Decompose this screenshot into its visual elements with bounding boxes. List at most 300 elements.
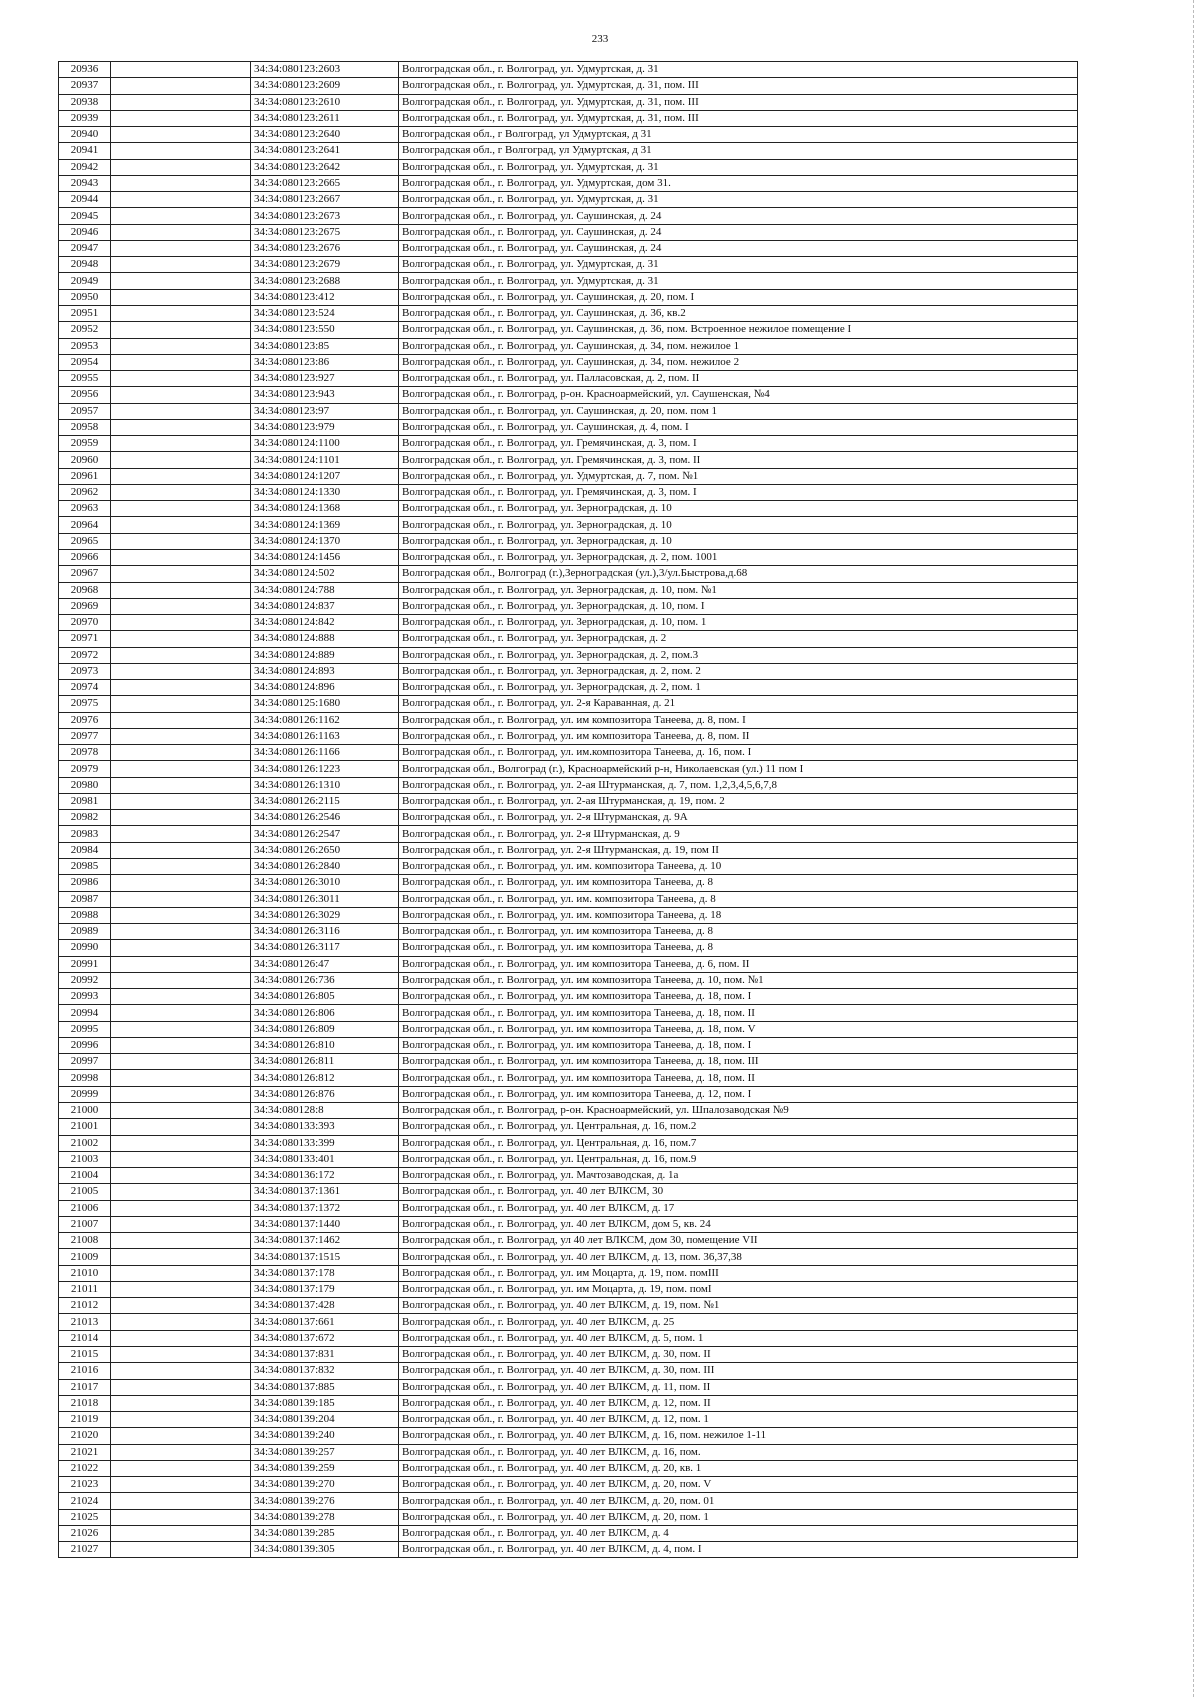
row-number-cell: 20966 bbox=[59, 549, 111, 565]
empty-cell bbox=[111, 192, 251, 208]
cadastral-number-cell: 34:34:080124:1368 bbox=[251, 501, 399, 517]
table-row bbox=[59, 143, 1078, 159]
cadastral-number-cell: 34:34:080126:811 bbox=[251, 1054, 399, 1070]
cadastral-number-cell: 34:34:080126:3116 bbox=[251, 924, 399, 940]
empty-cell bbox=[111, 956, 251, 972]
empty-cell bbox=[111, 891, 251, 907]
row-number-cell: 21010 bbox=[59, 1265, 111, 1281]
address-cell: Волгоградская обл., г. Волгоград, ул. Палласовская, д. 2, пом. II bbox=[399, 371, 1078, 387]
empty-cell bbox=[111, 842, 251, 858]
address-cell: Волгоградская обл., г. Волгоград, ул. 40 лет ВЛКСМ, д. 4, пом. I bbox=[399, 1542, 1078, 1558]
address-cell: Волгоградская обл., г. Волгоград, ул. им Моцарта, д. 19, пом. помI bbox=[399, 1281, 1078, 1297]
row-number-cell: 20974 bbox=[59, 680, 111, 696]
cadastral-number-cell: 34:34:080139:278 bbox=[251, 1509, 399, 1525]
cadastral-number-cell: 34:34:080126:3011 bbox=[251, 891, 399, 907]
empty-cell bbox=[111, 371, 251, 387]
address-cell: Волгоградская обл., г. Волгоград, ул. Зерноградская, д. 10, пом. 1 bbox=[399, 615, 1078, 631]
empty-cell bbox=[111, 338, 251, 354]
empty-cell bbox=[111, 1021, 251, 1037]
row-number-cell: 21003 bbox=[59, 1151, 111, 1167]
table-row bbox=[59, 777, 1078, 793]
table-row bbox=[59, 1037, 1078, 1053]
row-number-cell: 21019 bbox=[59, 1412, 111, 1428]
cadastral-number-cell: 34:34:080124:788 bbox=[251, 582, 399, 598]
address-cell: Волгоградская обл., г. Волгоград, ул. Зерноградская, д. 2, пом. 2 bbox=[399, 663, 1078, 679]
address-cell: Волгоградская обл., г. Волгоград, ул. им композитора Танеева, д. 8 bbox=[399, 940, 1078, 956]
empty-cell bbox=[111, 110, 251, 126]
row-number-cell: 21014 bbox=[59, 1330, 111, 1346]
cadastral-number-cell: 34:34:080124:888 bbox=[251, 631, 399, 647]
row-number-cell: 21012 bbox=[59, 1298, 111, 1314]
cadastral-number-cell: 34:34:080126:2115 bbox=[251, 793, 399, 809]
empty-cell bbox=[111, 696, 251, 712]
address-cell: Волгоградская обл., г. Волгоград, ул. им композитора Танеева, д. 10, пом. №1 bbox=[399, 972, 1078, 988]
cadastral-number-cell: 34:34:080123:2611 bbox=[251, 110, 399, 126]
address-cell: Волгоградская обл., г. Волгоград, ул. 40 лет ВЛКСМ, д. 25 bbox=[399, 1314, 1078, 1330]
table-row bbox=[59, 940, 1078, 956]
table-row bbox=[59, 891, 1078, 907]
table-row bbox=[59, 1542, 1078, 1558]
cadastral-number-cell: 34:34:080126:876 bbox=[251, 1086, 399, 1102]
empty-cell bbox=[111, 289, 251, 305]
empty-cell bbox=[111, 1151, 251, 1167]
address-cell: Волгоградская обл., г. Волгоград, ул. 40 лет ВЛКСМ, д. 13, пом. 36,37,38 bbox=[399, 1249, 1078, 1265]
scan-edge-line bbox=[1193, 0, 1194, 1697]
row-number-cell: 20948 bbox=[59, 257, 111, 273]
address-cell: Волгоградская обл., г. Волгоград, ул. им композитора Танеева, д. 8 bbox=[399, 875, 1078, 891]
address-cell: Волгоградская обл., г. Волгоград, ул. Саушинская, д. 24 bbox=[399, 208, 1078, 224]
table-row bbox=[59, 1021, 1078, 1037]
empty-cell bbox=[111, 208, 251, 224]
address-cell: Волгоградская обл., г. Волгоград, ул. 40 лет ВЛКСМ, д. 16, пом. нежилое 1-11 bbox=[399, 1428, 1078, 1444]
cadastral-number-cell: 34:34:080126:1162 bbox=[251, 712, 399, 728]
row-number-cell: 21015 bbox=[59, 1346, 111, 1362]
table-row bbox=[59, 680, 1078, 696]
row-number-cell: 20941 bbox=[59, 143, 111, 159]
empty-cell bbox=[111, 1346, 251, 1362]
row-number-cell: 20959 bbox=[59, 436, 111, 452]
address-cell: Волгоградская обл., г. Волгоград, ул. 40 лет ВЛКСМ, д. 5, пом. 1 bbox=[399, 1330, 1078, 1346]
table-row bbox=[59, 598, 1078, 614]
table-row bbox=[59, 1428, 1078, 1444]
row-number-cell: 20957 bbox=[59, 403, 111, 419]
cadastral-number-cell: 34:34:080126:47 bbox=[251, 956, 399, 972]
cadastral-number-cell: 34:34:080123:97 bbox=[251, 403, 399, 419]
table-row bbox=[59, 1281, 1078, 1297]
row-number-cell: 20942 bbox=[59, 159, 111, 175]
row-number-cell: 21008 bbox=[59, 1233, 111, 1249]
address-cell: Волгоградская обл., г. Волгоград, ул. 40 лет ВЛКСМ, д. 30, пом. II bbox=[399, 1346, 1078, 1362]
table-row bbox=[59, 1379, 1078, 1395]
empty-cell bbox=[111, 566, 251, 582]
address-cell: Волгоградская обл., г. Волгоград, ул. Центральная, д. 16, пом.2 bbox=[399, 1119, 1078, 1135]
table-row bbox=[59, 517, 1078, 533]
row-number-cell: 21009 bbox=[59, 1249, 111, 1265]
empty-cell bbox=[111, 143, 251, 159]
row-number-cell: 20978 bbox=[59, 745, 111, 761]
address-cell: Волгоградская обл., г. Волгоград, ул. Удмуртская, д. 31 bbox=[399, 257, 1078, 273]
address-cell: Волгоградская обл., г. Волгоград, ул. Мачтозаводская, д. 1а bbox=[399, 1168, 1078, 1184]
address-cell: Волгоградская обл., г. Волгоград, ул. 2-ая Штурманская, д. 7, пом. 1,2,3,4,5,6,7,8 bbox=[399, 777, 1078, 793]
table-row bbox=[59, 1493, 1078, 1509]
row-number-cell: 21026 bbox=[59, 1525, 111, 1541]
cadastral-number-cell: 34:34:080137:1462 bbox=[251, 1233, 399, 1249]
cadastral-number-cell: 34:34:080137:1361 bbox=[251, 1184, 399, 1200]
table-row bbox=[59, 549, 1078, 565]
row-number-cell: 20961 bbox=[59, 468, 111, 484]
row-number-cell: 20965 bbox=[59, 533, 111, 549]
table-row bbox=[59, 322, 1078, 338]
address-cell: Волгоградская обл., г Волгоград, ул Удмуртская, д 31 bbox=[399, 127, 1078, 143]
address-cell: Волгоградская обл., г. Волгоград, ул. Зерноградская, д. 2, пом. 1 bbox=[399, 680, 1078, 696]
table-row bbox=[59, 1216, 1078, 1232]
empty-cell bbox=[111, 728, 251, 744]
page-number: 233 bbox=[591, 33, 609, 45]
address-cell: Волгоградская обл., г. Волгоград, ул. 40 лет ВЛКСМ, д. 20, пом. V bbox=[399, 1477, 1078, 1493]
cadastral-number-cell: 34:34:080137:178 bbox=[251, 1265, 399, 1281]
address-cell: Волгоградская обл., г. Волгоград, ул. 40 лет ВЛКСМ, д. 19, пом. №1 bbox=[399, 1298, 1078, 1314]
table-row bbox=[59, 647, 1078, 663]
address-cell: Волгоградская обл., г. Волгоград, ул. Саушинская, д. 36, кв.2 bbox=[399, 305, 1078, 321]
cadastral-number-cell: 34:34:080124:842 bbox=[251, 615, 399, 631]
cadastral-number-cell: 34:34:080123:412 bbox=[251, 289, 399, 305]
empty-cell bbox=[111, 127, 251, 143]
cadastral-number-cell: 34:34:080126:1163 bbox=[251, 728, 399, 744]
address-cell: Волгоградская обл., г. Волгоград, ул. 40 лет ВЛКСМ, 30 bbox=[399, 1184, 1078, 1200]
row-number-cell: 20980 bbox=[59, 777, 111, 793]
table-row bbox=[59, 1054, 1078, 1070]
row-number-cell: 21011 bbox=[59, 1281, 111, 1297]
table-row bbox=[59, 273, 1078, 289]
table-row bbox=[59, 989, 1078, 1005]
address-cell: Волгоградская обл., г. Волгоград, ул. им.композитора Танеева, д. 16, пом. I bbox=[399, 745, 1078, 761]
address-cell: Волгоградская обл., г. Волгоград, ул. им композитора Танеева, д. 18, пом. III bbox=[399, 1054, 1078, 1070]
table-row bbox=[59, 1477, 1078, 1493]
address-cell: Волгоградская обл., Волгоград (г.), Красноармейский р-н, Николаевская (ул.) 11 пом I bbox=[399, 761, 1078, 777]
empty-cell bbox=[111, 78, 251, 94]
address-cell: Волгоградская обл., г. Волгоград, ул. Саушинская, д. 36, пом. Встроенное нежилое помещение I bbox=[399, 322, 1078, 338]
table-row bbox=[59, 924, 1078, 940]
row-number-cell: 20970 bbox=[59, 615, 111, 631]
cadastral-number-cell: 34:34:080126:2546 bbox=[251, 810, 399, 826]
address-cell: Волгоградская обл., г. Волгоград, ул. Зерноградская, д. 2, пом. 1001 bbox=[399, 549, 1078, 565]
cadastral-number-cell: 34:34:080124:1370 bbox=[251, 533, 399, 549]
cadastral-number-cell: 34:34:080139:276 bbox=[251, 1493, 399, 1509]
row-number-cell: 20945 bbox=[59, 208, 111, 224]
empty-cell bbox=[111, 549, 251, 565]
table-row bbox=[59, 1265, 1078, 1281]
table-row bbox=[59, 1070, 1078, 1086]
cadastral-number-cell: 34:34:080126:806 bbox=[251, 1005, 399, 1021]
address-cell: Волгоградская обл., г. Волгоград, ул. 40 лет ВЛКСМ, д. 20, пом. 01 bbox=[399, 1493, 1078, 1509]
empty-cell bbox=[111, 1070, 251, 1086]
empty-cell bbox=[111, 468, 251, 484]
table-row bbox=[59, 159, 1078, 175]
cadastral-number-cell: 34:34:080139:204 bbox=[251, 1412, 399, 1428]
table-row bbox=[59, 240, 1078, 256]
row-number-cell: 20964 bbox=[59, 517, 111, 533]
row-number-cell: 20951 bbox=[59, 305, 111, 321]
table-row bbox=[59, 1233, 1078, 1249]
empty-cell bbox=[111, 940, 251, 956]
cadastral-number-cell: 34:34:080139:185 bbox=[251, 1395, 399, 1411]
row-number-cell: 20996 bbox=[59, 1037, 111, 1053]
row-number-cell: 20963 bbox=[59, 501, 111, 517]
row-number-cell: 20975 bbox=[59, 696, 111, 712]
row-number-cell: 20936 bbox=[59, 62, 111, 78]
address-cell: Волгоградская обл., г. Волгоград, ул. Зерноградская, д. 10 bbox=[399, 517, 1078, 533]
empty-cell bbox=[111, 989, 251, 1005]
row-number-cell: 20944 bbox=[59, 192, 111, 208]
empty-cell bbox=[111, 907, 251, 923]
address-cell: Волгоградская обл., г. Волгоград, ул 40 лет ВЛКСМ, дом 30, помещение VII bbox=[399, 1233, 1078, 1249]
table-row bbox=[59, 826, 1078, 842]
cadastral-number-cell: 34:34:080123:927 bbox=[251, 371, 399, 387]
table-row bbox=[59, 1460, 1078, 1476]
cadastral-number-cell: 34:34:080126:2650 bbox=[251, 842, 399, 858]
row-number-cell: 21025 bbox=[59, 1509, 111, 1525]
row-number-cell: 21002 bbox=[59, 1135, 111, 1151]
cadastral-number-cell: 34:34:080123:85 bbox=[251, 338, 399, 354]
table-row bbox=[59, 208, 1078, 224]
row-number-cell: 20949 bbox=[59, 273, 111, 289]
table-row bbox=[59, 257, 1078, 273]
row-number-cell: 20993 bbox=[59, 989, 111, 1005]
empty-cell bbox=[111, 452, 251, 468]
address-cell: Волгоградская обл., Волгоград (г.),Зерноградская (ул.),3/ул.Быстрова,д.68 bbox=[399, 566, 1078, 582]
address-cell: Волгоградская обл., г. Волгоград, ул. 2-я Штурманская, д. 19, пом II bbox=[399, 842, 1078, 858]
row-number-cell: 20940 bbox=[59, 127, 111, 143]
cadastral-number-cell: 34:34:080137:1440 bbox=[251, 1216, 399, 1232]
empty-cell bbox=[111, 354, 251, 370]
row-number-cell: 20960 bbox=[59, 452, 111, 468]
empty-cell bbox=[111, 501, 251, 517]
empty-cell bbox=[111, 745, 251, 761]
empty-cell bbox=[111, 1509, 251, 1525]
row-number-cell: 20982 bbox=[59, 810, 111, 826]
cadastral-number-cell: 34:34:080136:172 bbox=[251, 1168, 399, 1184]
empty-cell bbox=[111, 663, 251, 679]
cadastral-number-cell: 34:34:080126:812 bbox=[251, 1070, 399, 1086]
address-cell: Волгоградская обл., г. Волгоград, ул. Саушинская, д. 20, пом. I bbox=[399, 289, 1078, 305]
row-number-cell: 20985 bbox=[59, 859, 111, 875]
empty-cell bbox=[111, 1395, 251, 1411]
empty-cell bbox=[111, 517, 251, 533]
cadastral-number-cell: 34:34:080123:2610 bbox=[251, 94, 399, 110]
row-number-cell: 20981 bbox=[59, 793, 111, 809]
cadastral-number-cell: 34:34:080137:1372 bbox=[251, 1200, 399, 1216]
cadastral-number-cell: 34:34:080123:2640 bbox=[251, 127, 399, 143]
row-number-cell: 20943 bbox=[59, 175, 111, 191]
table-row bbox=[59, 1200, 1078, 1216]
empty-cell bbox=[111, 322, 251, 338]
table-row bbox=[59, 663, 1078, 679]
row-number-cell: 20995 bbox=[59, 1021, 111, 1037]
table-row bbox=[59, 728, 1078, 744]
empty-cell bbox=[111, 793, 251, 809]
records-body bbox=[59, 62, 1078, 1558]
address-cell: Волгоградская обл., г. Волгоград, ул. им композитора Танеева, д. 12, пом. I bbox=[399, 1086, 1078, 1102]
address-cell: Волгоградская обл., г. Волгоград, ул. Саушинская, д. 24 bbox=[399, 224, 1078, 240]
empty-cell bbox=[111, 257, 251, 273]
table-row bbox=[59, 354, 1078, 370]
table-row bbox=[59, 1249, 1078, 1265]
table-row bbox=[59, 338, 1078, 354]
table-row bbox=[59, 1298, 1078, 1314]
row-number-cell: 20953 bbox=[59, 338, 111, 354]
row-number-cell: 21024 bbox=[59, 1493, 111, 1509]
cadastral-number-cell: 34:34:080137:832 bbox=[251, 1363, 399, 1379]
table-row bbox=[59, 956, 1078, 972]
table-row bbox=[59, 533, 1078, 549]
table-row bbox=[59, 1363, 1078, 1379]
cadastral-number-cell: 34:34:080139:285 bbox=[251, 1525, 399, 1541]
cadastral-number-cell: 34:34:080124:1369 bbox=[251, 517, 399, 533]
cadastral-number-cell: 34:34:080139:259 bbox=[251, 1460, 399, 1476]
table-row bbox=[59, 1135, 1078, 1151]
empty-cell bbox=[111, 273, 251, 289]
cadastral-number-cell: 34:34:080123:2688 bbox=[251, 273, 399, 289]
address-cell: Волгоградская обл., г. Волгоград, ул. 40 лет ВЛКСМ, д. 17 bbox=[399, 1200, 1078, 1216]
empty-cell bbox=[111, 1379, 251, 1395]
address-cell: Волгоградская обл., г. Волгоград, ул. Саушинская, д. 4, пом. I bbox=[399, 419, 1078, 435]
address-cell: Волгоградская обл., г. Волгоград, ул. Удмуртская, д. 7, пом. №1 bbox=[399, 468, 1078, 484]
empty-cell bbox=[111, 1005, 251, 1021]
address-cell: Волгоградская обл., г. Волгоград, ул. 40 лет ВЛКСМ, д. 12, пом. II bbox=[399, 1395, 1078, 1411]
table-row bbox=[59, 1119, 1078, 1135]
row-number-cell: 20954 bbox=[59, 354, 111, 370]
cadastral-number-cell: 34:34:080137:661 bbox=[251, 1314, 399, 1330]
empty-cell bbox=[111, 598, 251, 614]
cadastral-number-cell: 34:34:080124:896 bbox=[251, 680, 399, 696]
row-number-cell: 20958 bbox=[59, 419, 111, 435]
cadastral-number-cell: 34:34:080123:86 bbox=[251, 354, 399, 370]
table-row bbox=[59, 94, 1078, 110]
address-cell: Волгоградская обл., г. Волгоград, ул. Зерноградская, д. 10, пом. I bbox=[399, 598, 1078, 614]
address-cell: Волгоградская обл., г. Волгоград, ул. Центральная, д. 16, пом.7 bbox=[399, 1135, 1078, 1151]
address-cell: Волгоградская обл., г. Волгоград, р-он. Красноармейский, ул. Саушенская, №4 bbox=[399, 387, 1078, 403]
table-row bbox=[59, 1525, 1078, 1541]
address-cell: Волгоградская обл., г. Волгоград, ул. им композитора Танеева, д. 18, пом. V bbox=[399, 1021, 1078, 1037]
table-row bbox=[59, 1395, 1078, 1411]
cadastral-number-cell: 34:34:080126:805 bbox=[251, 989, 399, 1005]
row-number-cell: 21018 bbox=[59, 1395, 111, 1411]
address-cell: Волгоградская обл., г. Волгоград, р-он. Красноармейский, ул. Шпалозаводская №9 bbox=[399, 1103, 1078, 1119]
empty-cell bbox=[111, 582, 251, 598]
empty-cell bbox=[111, 777, 251, 793]
cadastral-number-cell: 34:34:080126:1223 bbox=[251, 761, 399, 777]
table-row bbox=[59, 1184, 1078, 1200]
empty-cell bbox=[111, 1086, 251, 1102]
cadastral-number-cell: 34:34:080126:810 bbox=[251, 1037, 399, 1053]
empty-cell bbox=[111, 972, 251, 988]
address-cell: Волгоградская обл., г. Волгоград, ул. 2-я Штурманская, д. 9А bbox=[399, 810, 1078, 826]
row-number-cell: 20937 bbox=[59, 78, 111, 94]
cadastral-number-cell: 34:34:080123:2609 bbox=[251, 78, 399, 94]
address-cell: Волгоградская обл., г. Волгоград, ул. Удмуртская, д. 31 bbox=[399, 192, 1078, 208]
empty-cell bbox=[111, 436, 251, 452]
empty-cell bbox=[111, 875, 251, 891]
address-cell: Волгоградская обл., г. Волгоград, ул. им композитора Танеева, д. 18, пом. I bbox=[399, 1037, 1078, 1053]
address-cell: Волгоградская обл., г. Волгоград, ул. Саушинская, д. 24 bbox=[399, 240, 1078, 256]
row-number-cell: 21001 bbox=[59, 1119, 111, 1135]
empty-cell bbox=[111, 1168, 251, 1184]
empty-cell bbox=[111, 761, 251, 777]
row-number-cell: 20971 bbox=[59, 631, 111, 647]
table-row bbox=[59, 712, 1078, 728]
table-row bbox=[59, 484, 1078, 500]
address-cell: Волгоградская обл., г. Волгоград, ул. Удмуртская, д. 31, пом. III bbox=[399, 110, 1078, 126]
cadastral-number-cell: 34:34:080139:305 bbox=[251, 1542, 399, 1558]
row-number-cell: 21020 bbox=[59, 1428, 111, 1444]
empty-cell bbox=[111, 1103, 251, 1119]
row-number-cell: 20967 bbox=[59, 566, 111, 582]
row-number-cell: 21005 bbox=[59, 1184, 111, 1200]
row-number-cell: 21016 bbox=[59, 1363, 111, 1379]
empty-cell bbox=[111, 403, 251, 419]
cadastral-number-cell: 34:34:080137:885 bbox=[251, 1379, 399, 1395]
cadastral-number-cell: 34:34:080123:2675 bbox=[251, 224, 399, 240]
empty-cell bbox=[111, 1119, 251, 1135]
row-number-cell: 20977 bbox=[59, 728, 111, 744]
table-row bbox=[59, 875, 1078, 891]
table-row bbox=[59, 761, 1078, 777]
empty-cell bbox=[111, 1216, 251, 1232]
empty-cell bbox=[111, 859, 251, 875]
cadastral-number-cell: 34:34:080124:1100 bbox=[251, 436, 399, 452]
table-row bbox=[59, 1412, 1078, 1428]
table-row bbox=[59, 972, 1078, 988]
address-cell: Волгоградская обл., г. Волгоград, ул. Зерноградская, д. 10, пом. №1 bbox=[399, 582, 1078, 598]
empty-cell bbox=[111, 615, 251, 631]
table-row bbox=[59, 1005, 1078, 1021]
empty-cell bbox=[111, 1281, 251, 1297]
row-number-cell: 21013 bbox=[59, 1314, 111, 1330]
row-number-cell: 20955 bbox=[59, 371, 111, 387]
cadastral-number-cell: 34:34:080123:943 bbox=[251, 387, 399, 403]
row-number-cell: 20994 bbox=[59, 1005, 111, 1021]
cadastral-number-cell: 34:34:080124:1207 bbox=[251, 468, 399, 484]
cadastral-number-cell: 34:34:080124:1330 bbox=[251, 484, 399, 500]
table-row bbox=[59, 436, 1078, 452]
empty-cell bbox=[111, 1493, 251, 1509]
address-cell: Волгоградская обл., г. Волгоград, ул. 2-я Караванная, д. 21 bbox=[399, 696, 1078, 712]
row-number-cell: 20956 bbox=[59, 387, 111, 403]
row-number-cell: 20950 bbox=[59, 289, 111, 305]
cadastral-number-cell: 34:34:080137:179 bbox=[251, 1281, 399, 1297]
row-number-cell: 20999 bbox=[59, 1086, 111, 1102]
table-row bbox=[59, 419, 1078, 435]
row-number-cell: 20969 bbox=[59, 598, 111, 614]
table-row bbox=[59, 1509, 1078, 1525]
table-row bbox=[59, 1103, 1078, 1119]
empty-cell bbox=[111, 1330, 251, 1346]
address-cell: Волгоградская обл., г. Волгоград, ул. им композитора Танеева, д. 6, пом. II bbox=[399, 956, 1078, 972]
cadastral-number-cell: 34:34:080126:3010 bbox=[251, 875, 399, 891]
table-row bbox=[59, 1168, 1078, 1184]
table-row bbox=[59, 615, 1078, 631]
row-number-cell: 20990 bbox=[59, 940, 111, 956]
cadastral-number-cell: 34:34:080125:1680 bbox=[251, 696, 399, 712]
table-row bbox=[59, 745, 1078, 761]
table-row bbox=[59, 387, 1078, 403]
address-cell: Волгоградская обл., г. Волгоград, ул. Удмуртская, дом 31. bbox=[399, 175, 1078, 191]
address-cell: Волгоградская обл., г. Волгоград, ул. Удмуртская, д. 31 bbox=[399, 159, 1078, 175]
address-cell: Волгоградская обл., г. Волгоград, ул. Саушинская, д. 20, пом. пом 1 bbox=[399, 403, 1078, 419]
empty-cell bbox=[111, 631, 251, 647]
cadastral-number-cell: 34:34:080139:257 bbox=[251, 1444, 399, 1460]
table-row bbox=[59, 289, 1078, 305]
